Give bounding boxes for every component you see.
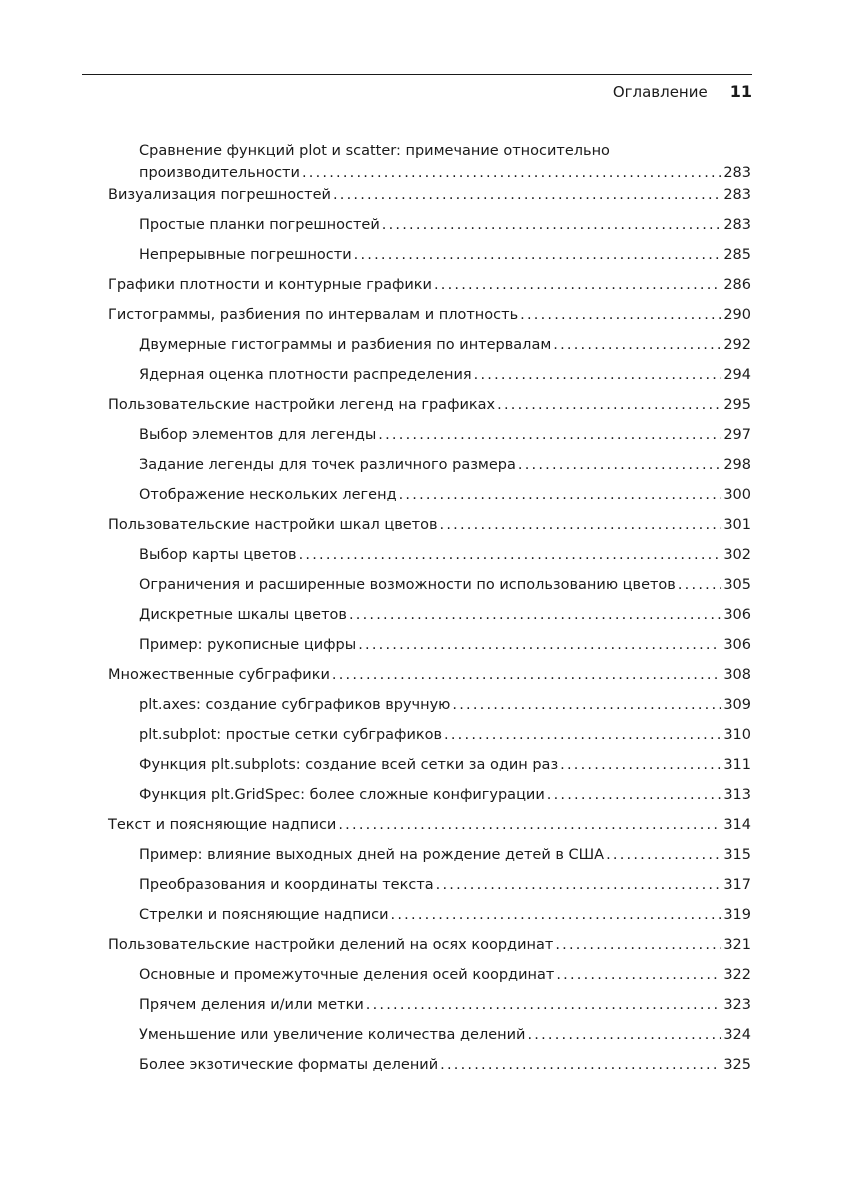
dot-leader (378, 424, 721, 446)
toc-entry (139, 424, 751, 454)
toc-entry (139, 724, 751, 754)
toc-entry-title: Двумерные гистограммы и разбиения по интервалам (139, 337, 552, 353)
toc-entry-title: Визуализация погрешностей (108, 187, 331, 203)
toc-entry (108, 514, 751, 544)
toc-entry-line (139, 604, 751, 626)
toc-entry (139, 754, 751, 784)
toc-entry-title: Прячем деления и/или метки (139, 997, 364, 1013)
dot-leader (678, 574, 721, 596)
toc-entry (139, 454, 751, 484)
toc-entry-title: Более экзотические форматы делений (139, 1057, 439, 1073)
dot-leader (366, 994, 722, 1016)
toc-entry-title: plt.axes: создание субграфиков вручную (139, 697, 451, 713)
toc-entry-title: Функция plt.subplots: создание всей сетки за один раз (139, 757, 559, 773)
toc-entry-title: Пользовательские настройки делений на осях координат (108, 937, 554, 953)
toc-entry-page: 290 (723, 307, 751, 323)
toc-entry-page: 311 (723, 757, 751, 773)
toc-entry-page: 295 (723, 397, 751, 413)
toc-entry-line (139, 694, 751, 716)
toc-entry-title: Непрерывные погрешности (139, 247, 352, 263)
dot-leader (553, 334, 721, 356)
toc-entry-page: 302 (723, 547, 751, 563)
dot-leader (547, 784, 722, 806)
dot-leader (527, 1024, 721, 1046)
toc-entry-line (139, 334, 751, 356)
toc-entry-title: Преобразования и координаты текста (139, 877, 434, 893)
toc-entry-title: Пример: рукописные цифры (139, 637, 357, 653)
toc-entry (108, 304, 751, 334)
toc-entry-line (139, 724, 751, 746)
toc-entry-line (139, 454, 751, 476)
toc-entry (139, 994, 751, 1024)
toc-entry-title: производительности (139, 165, 300, 181)
toc-entry (139, 334, 751, 364)
toc-entry-page: 298 (723, 457, 751, 473)
toc-entry-page: 286 (723, 277, 751, 293)
toc-entry-page: 313 (723, 787, 751, 803)
dot-leader (440, 1054, 721, 1076)
dot-leader (391, 904, 722, 926)
toc-entry (139, 484, 751, 514)
toc-entry-line (139, 1054, 751, 1076)
dot-leader (338, 814, 721, 836)
dot-leader (358, 634, 721, 656)
toc-entry-page: 283 (723, 217, 751, 233)
toc-entry (139, 574, 751, 604)
dot-leader (440, 514, 722, 536)
toc-entry-page: 323 (723, 997, 751, 1013)
toc-entry (139, 1054, 751, 1084)
toc-entry-title: Гистограммы, разбиения по интервалам и плотность (108, 307, 519, 323)
toc-entry-title: Отображение нескольких легенд (139, 487, 397, 503)
toc-entry-title: Графики плотности и контурные графики (108, 277, 432, 293)
dot-leader (399, 484, 722, 506)
toc-entry-line (108, 394, 751, 416)
toc-entry (139, 364, 751, 394)
dot-leader (520, 304, 721, 326)
toc-entry-line (139, 1024, 751, 1046)
toc-entry-line (108, 184, 751, 206)
toc-entry (108, 664, 751, 694)
toc-entry-title: Выбор карты цветов (139, 547, 297, 563)
toc-entry (139, 904, 751, 934)
toc-entry-page: 310 (723, 727, 751, 743)
dot-leader (555, 934, 721, 956)
toc-entry-page: 322 (723, 967, 751, 983)
dot-leader (332, 664, 721, 686)
toc-entry (139, 784, 751, 814)
toc-entry (139, 964, 751, 994)
toc-entry-title: Множественные субграфики (108, 667, 330, 683)
toc-entry-line (139, 844, 751, 866)
toc-entry-page: 297 (723, 427, 751, 443)
dot-leader (444, 724, 721, 746)
dot-leader (452, 694, 721, 716)
toc-entry (108, 814, 751, 844)
page-number: 11 (729, 82, 752, 101)
toc-entry (139, 874, 751, 904)
toc-entry-line (108, 814, 751, 836)
toc-entry (139, 844, 751, 874)
toc-entry-page: 317 (723, 877, 751, 893)
toc-entry-page: 319 (723, 907, 751, 923)
dot-leader (382, 214, 722, 236)
toc-entry-line (139, 544, 751, 566)
toc-entry-line (139, 424, 751, 446)
toc-entry (139, 214, 751, 244)
toc-entry-title: Ядерная оценка плотности распределения (139, 367, 472, 383)
toc-entry (108, 274, 751, 304)
toc-entry-page: 308 (723, 667, 751, 683)
running-head (613, 82, 752, 102)
dot-leader (474, 364, 722, 386)
toc-entry-page: 324 (723, 1027, 751, 1043)
toc-entry-line (139, 634, 751, 656)
toc-entry-line (139, 162, 751, 184)
dot-leader (299, 544, 722, 566)
dot-leader (436, 874, 722, 896)
toc-entry-line (139, 574, 751, 596)
toc-entry-page: 283 (723, 165, 751, 181)
toc-entry-line (139, 484, 751, 506)
toc-entry-page: 300 (723, 487, 751, 503)
header-rule (82, 74, 752, 75)
toc-entry-line (139, 364, 751, 386)
toc-entry-title: Основные и промежуточные деления осей координат (139, 967, 555, 983)
toc-entry-title: Пример: влияние выходных дней на рождение детей в США (139, 847, 605, 863)
toc-entry-title: Выбор элементов для легенды (139, 427, 377, 443)
toc-entry-title: plt.subplot: простые сетки субграфиков (139, 727, 443, 743)
toc-entry (139, 634, 751, 664)
toc-entry-page: 321 (723, 937, 751, 953)
toc-entry (139, 1024, 751, 1054)
toc-entry-title: Задание легенды для точек различного размера (139, 457, 516, 473)
toc-entry (108, 184, 751, 214)
toc-entry-title: Текст и поясняющие надписи (108, 817, 337, 833)
dot-leader (349, 604, 721, 626)
toc-entry-title: Стрелки и поясняющие надписи (139, 907, 389, 923)
toc-entry-page: 306 (723, 607, 751, 623)
toc-entry-page: 305 (723, 577, 751, 593)
toc-entry-title-line: Сравнение функций plot и scatter: примечание относительно (139, 143, 610, 159)
dot-leader (302, 162, 721, 184)
toc-entry-page: 283 (723, 187, 751, 203)
dot-leader (606, 844, 721, 866)
toc-entry (139, 140, 751, 184)
toc-entry-title: Уменьшение или увеличение количества делений (139, 1027, 526, 1043)
toc-entry-line (108, 274, 751, 296)
dot-leader (354, 244, 722, 266)
toc-entry-page: 301 (723, 517, 751, 533)
toc-entry-line (139, 244, 751, 266)
toc-entry-line (139, 784, 751, 806)
toc-entry-title: Ограничения и расширенные возможности по использованию цветов (139, 577, 676, 593)
toc-entry-line (108, 934, 751, 956)
toc-entry-line (139, 874, 751, 896)
toc-entry-line (108, 664, 751, 686)
toc-entry-line (108, 514, 751, 536)
toc-entry-page: 325 (723, 1057, 751, 1073)
toc-entry-line (139, 964, 751, 986)
dot-leader (497, 394, 721, 416)
dot-leader (518, 454, 721, 476)
toc-entry-line (139, 214, 751, 236)
table-of-contents (108, 140, 751, 1084)
toc-entry-page: 294 (723, 367, 751, 383)
toc-entry (139, 244, 751, 274)
toc-entry-page: 314 (723, 817, 751, 833)
toc-entry (139, 604, 751, 634)
toc-entry-title: Пользовательские настройки шкал цветов (108, 517, 438, 533)
toc-entry-title: Простые планки погрешностей (139, 217, 380, 233)
toc-entry-line (139, 754, 751, 776)
section-name: Оглавление (612, 83, 708, 101)
toc-entry (108, 394, 751, 424)
toc-entry-page: 292 (723, 337, 751, 353)
toc-entry-line (108, 304, 751, 326)
dot-leader (333, 184, 721, 206)
toc-entry-line (139, 904, 751, 926)
toc-entry-page: 315 (723, 847, 751, 863)
toc-entry-title: Пользовательские настройки легенд на графиках (108, 397, 496, 413)
toc-entry-page: 309 (723, 697, 751, 713)
dot-leader (560, 754, 721, 776)
toc-entry-page: 306 (723, 637, 751, 653)
dot-leader (434, 274, 721, 296)
toc-entry-line (139, 994, 751, 1016)
toc-entry-page: 285 (723, 247, 751, 263)
toc-entry-title: Дискретные шкалы цветов (139, 607, 347, 623)
toc-entry (108, 934, 751, 964)
toc-entry-title: Функция plt.GridSpec: более сложные конфигурации (139, 787, 545, 803)
dot-leader (556, 964, 721, 986)
toc-entry (139, 544, 751, 574)
toc-entry (139, 694, 751, 724)
